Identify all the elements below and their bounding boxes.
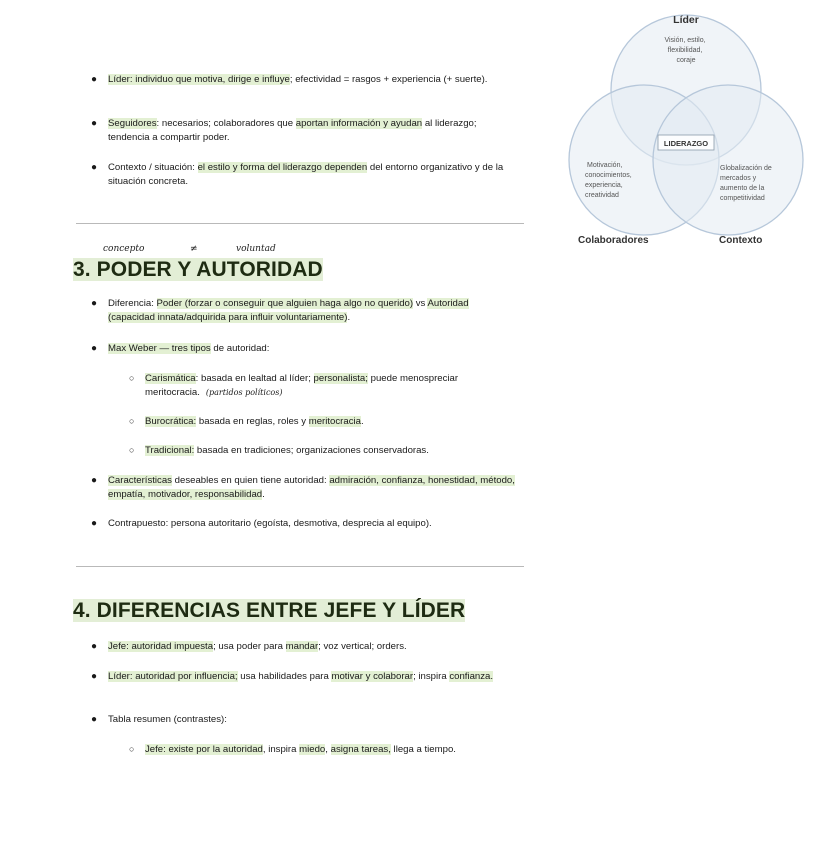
- section-divider: [76, 566, 524, 567]
- venn-circle-contexto: [653, 85, 803, 235]
- highlighted-text: Autoridad (capacidad innata/adquirida para influir voluntariamente): [108, 298, 469, 323]
- bullet-jefe: [91, 640, 518, 654]
- bullet-dot-icon: ●: [91, 518, 98, 529]
- venn-right-text-line: aumento de la: [720, 185, 765, 192]
- highlighted-text: Tradicional:: [145, 445, 195, 456]
- text-run: llega a tiempo.: [390, 744, 456, 755]
- bullet-max-weber: [91, 342, 518, 356]
- text-run: vs: [413, 298, 428, 309]
- bullet-contexto: [91, 161, 518, 188]
- highlighted-text: meritocracia: [308, 416, 361, 427]
- handwritten-note: (partidos políticos): [205, 387, 283, 397]
- venn-left-text-line: conocimientos,: [585, 172, 632, 179]
- venn-right-text-line: mercados y: [720, 175, 757, 182]
- section-4-title: 4. DIFERENCIAS ENTRE JEFE Y LÍDER: [73, 599, 466, 622]
- highlighted-text: aportan información y ayudan: [295, 118, 423, 129]
- text-run: , inspira: [262, 744, 300, 755]
- text-run: al liderazgo; tendencia a compartir poder.: [108, 118, 477, 143]
- text-run: del entorno organizativo y de la situación concreta.: [108, 162, 504, 187]
- bullet-dot-icon: ●: [91, 118, 98, 129]
- bullet-lider-influencia: [91, 670, 518, 684]
- text-run: : necesarios; colaboradores que: [156, 118, 296, 129]
- text-run: deseables en quien tiene autoridad:: [171, 475, 330, 486]
- bullet-dot-icon: ●: [91, 74, 98, 85]
- hollow-bullet-icon: ○: [129, 744, 135, 754]
- highlighted-text: motivar y colaborar: [331, 671, 414, 682]
- highlighted-text: miedo: [299, 744, 326, 755]
- highlighted-text: Jefe: autoridad impuesta: [108, 641, 214, 652]
- text-run: ; efectividad = rasgos + experiencia (+ suerte).: [289, 74, 488, 85]
- text-run: usa habilidades para: [237, 671, 332, 682]
- highlighted-text: asigna tareas,: [330, 744, 391, 755]
- text-run: : basada en lealtad al líder;: [195, 373, 314, 384]
- hollow-bullet-icon: ○: [129, 373, 135, 383]
- bullet-dot-icon: ●: [91, 714, 98, 725]
- bullet-dot-icon: ●: [91, 298, 98, 309]
- hollow-bullet-icon: ○: [129, 445, 135, 455]
- highlighted-text: Líder: autoridad por influencia;: [108, 671, 238, 682]
- venn-label-colaboradores: Colaboradores: [578, 235, 649, 246]
- highlighted-text: Carismática: [145, 373, 196, 384]
- venn-top-text-line: Visión, estilo,: [664, 37, 706, 44]
- hollow-bullet-icon: ○: [129, 416, 135, 426]
- bullet-dot-icon: ●: [91, 671, 98, 682]
- text-run: .: [262, 488, 265, 500]
- venn-center-label: LIDERAZGO: [663, 139, 709, 148]
- text-run: Contexto / situación:: [108, 162, 198, 173]
- venn-right-text-line: Globalización de: [720, 165, 772, 172]
- highlighted-text: Jefe: existe por la autoridad: [145, 744, 263, 755]
- text-run: ; voz vertical; orders.: [318, 641, 407, 652]
- text-run: basada en reglas, roles y: [196, 416, 309, 427]
- text-run: puede menospreciar meritocracia.: [145, 373, 459, 398]
- text-run: Tabla resumen (contrastes):: [108, 714, 227, 725]
- bullet-dot-icon: ●: [91, 641, 98, 652]
- venn-top-text-line: coraje: [676, 57, 696, 64]
- handwritten-not-equal: ≠: [190, 244, 198, 254]
- bullet-caracteristicas: [91, 474, 518, 501]
- highlighted-text: admiración, confianza, honestidad, método, empatía, motivador, responsabilidad: [108, 475, 515, 500]
- sub-bullet-burocratica: [129, 415, 515, 429]
- text-run: Contrapuesto: persona autoritario (egoísta, desmotiva, desprecia al equipo).: [108, 518, 432, 529]
- text-run: basada en tradiciones; organizaciones conservadoras.: [194, 445, 429, 456]
- venn-label-contexto: Contexto: [719, 235, 763, 246]
- highlighted-text: Max Weber — tres tipos: [108, 343, 211, 354]
- highlighted-text: confianza.: [449, 671, 494, 682]
- text-run: .: [360, 416, 364, 427]
- highlighted-text: Poder (forzar o conseguir que alguien haga algo no querido): [156, 298, 414, 309]
- highlighted-text: Burocrática:: [145, 416, 197, 427]
- text-run: de autoridad:: [210, 343, 270, 354]
- highlighted-text: mandar: [285, 641, 319, 652]
- handwritten-note-concepto: concepto: [103, 244, 145, 254]
- sub-bullet-jefe-autoridad: [129, 743, 525, 757]
- bullet-diferencia: [91, 297, 518, 324]
- venn-right-text-line: competitividad: [720, 195, 765, 202]
- venn-label-lider: Líder: [673, 14, 699, 26]
- handwritten-note-voluntad: voluntad: [236, 244, 276, 254]
- bullet-tabla-resumen: [91, 713, 518, 727]
- sub-bullet-carismatica: [129, 372, 515, 399]
- text-run: ; usa poder para: [213, 641, 286, 652]
- venn-top-text-line: flexibilidad,: [667, 47, 703, 54]
- text-run: ; inspira: [413, 671, 450, 682]
- bullet-dot-icon: ●: [91, 343, 98, 354]
- bullet-lider: [91, 73, 518, 87]
- text-run: ,: [325, 744, 331, 755]
- bullet-seguidores: [91, 117, 518, 144]
- text-run: .: [347, 311, 351, 323]
- text-run: Diferencia:: [108, 298, 157, 309]
- sub-bullet-tradicional: [129, 444, 515, 458]
- leadership-venn-diagram: [563, 10, 809, 248]
- highlighted-text: Líder: individuo que motiva, dirige e influye: [108, 74, 290, 85]
- highlighted-text: personalista;: [313, 373, 368, 384]
- bullet-dot-icon: ●: [91, 162, 98, 173]
- highlighted-text: Características: [108, 475, 172, 486]
- venn-left-text-line: creatividad: [585, 192, 619, 199]
- section-divider: [76, 223, 524, 224]
- bullet-contrapuesto: [91, 517, 518, 531]
- bullet-dot-icon: ●: [91, 475, 98, 486]
- highlighted-text: el estilo y forma del liderazgo dependen: [197, 162, 368, 173]
- venn-left-text-line: experiencia,: [585, 182, 623, 189]
- highlighted-text: Seguidores: [108, 118, 157, 129]
- section-3-title: 3. PODER Y AUTORIDAD: [73, 258, 323, 281]
- venn-left-text-line: Motivación,: [587, 162, 623, 169]
